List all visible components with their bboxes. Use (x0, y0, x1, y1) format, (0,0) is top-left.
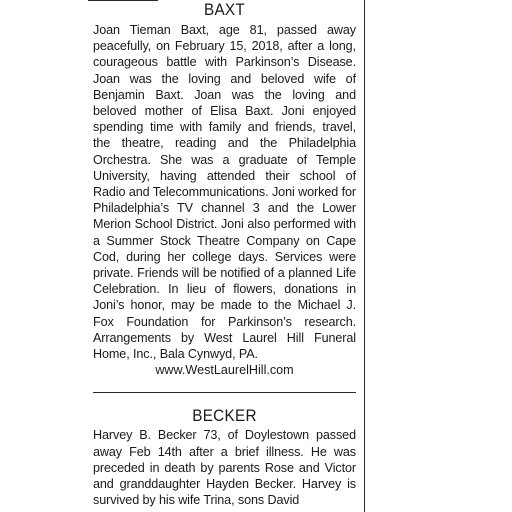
obituary-name-baxt: BAXT (203, 0, 246, 19)
left-column (93, 0, 356, 508)
obituary-body-becker: Harvey B. Becker 73, of Doylestown passed away Feb 14th after a brief illness. He was preceded in death by parents Rose and Victor and granddaughter Hayden Becker. Harvey is survived by his wife Trina, sons David (93, 428, 356, 508)
column-divider (364, 0, 365, 512)
obituary-body-baxt: Joan Tieman Baxt, age 81, passed away peacefully, on February 15, 2018, after a long, courageous battle with Parkinson’s Disease. Joan was the loving and beloved wife of Benjamin Baxt. Joan was the loving and beloved mother of Elisa Baxt. Joni enjoyed spending time with family and friends, travel, the theatre, reading and the Philadelphia Orchestra. She was a graduate of Temple University, having attended their school of Radio and Telecommunications. Joni worked for Philadelphia’s TV channel 3 and the Lower Merion School District. Joni also performed with a Summer Stock Theatre Company on Cape Cod, during her college days. Services were private. Friends will be notified of a planned Life Celebration. In lieu of flowers, donations in Joni’s honor, may be made to the Michael J. Fox Foundation for Parkinson’s research. Arrangements by West Laurel Hill Funeral Home, Inc., Bala Cynwyd, PA. (93, 23, 356, 362)
obituary-website: www.WestLaurelHill.com (155, 363, 294, 378)
section-divider (93, 392, 356, 393)
obituary-name-becker: BECKER (192, 406, 257, 426)
